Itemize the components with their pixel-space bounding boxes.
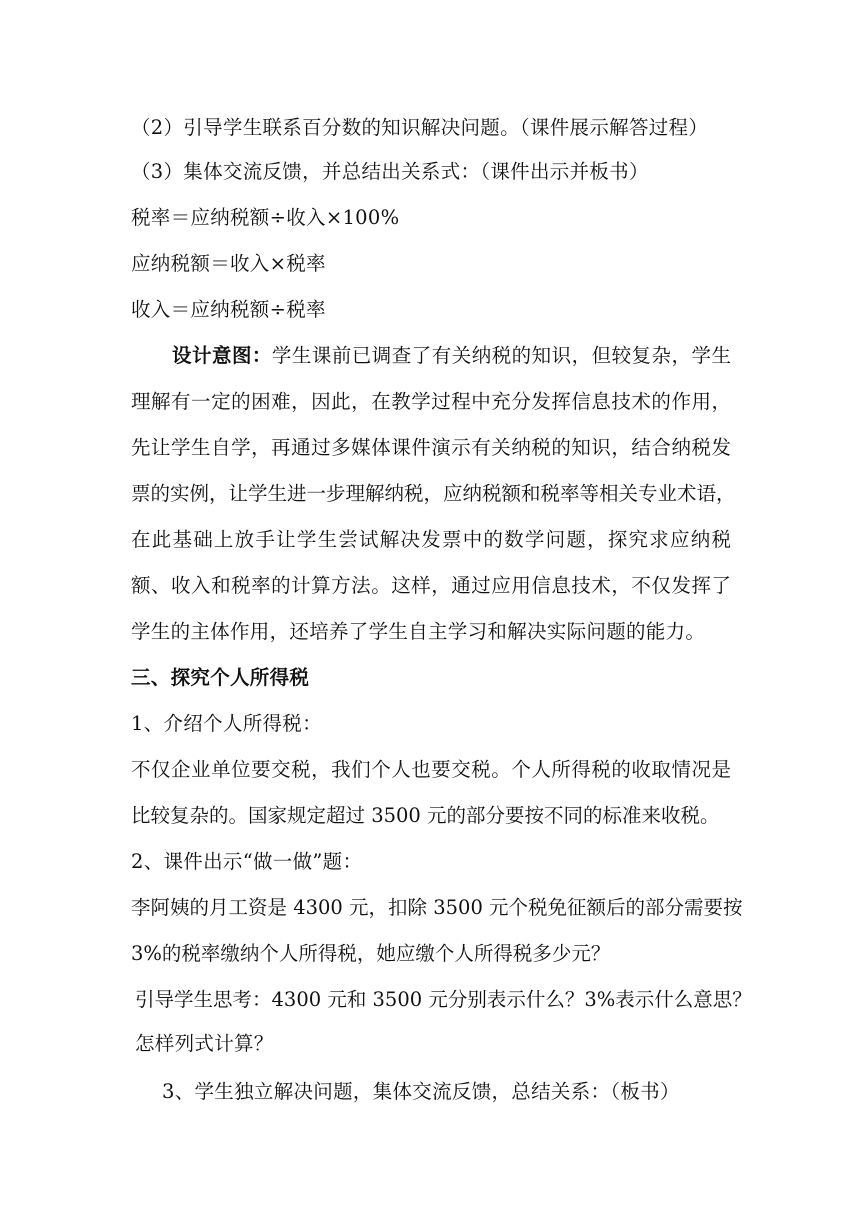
section-heading: 三、探究个人所得税 bbox=[131, 666, 310, 689]
design-intent-line: 额、收入和税率的计算方法。这样，通过应用信息技术，不仅发挥了 bbox=[131, 574, 731, 597]
step-3-line: （3）集体交流反馈，并总结出关系式：（课件出示并板书） bbox=[131, 160, 649, 183]
design-intent-line: 先让学生自学，再通过多媒体课件演示有关纳税的知识，结合纳税发 bbox=[131, 436, 731, 459]
design-intent-first-line bbox=[172, 342, 731, 370]
subsection-1: 1、介绍个人所得税： bbox=[131, 712, 322, 735]
design-intent-label: 设计意图： bbox=[172, 344, 272, 367]
design-intent-line: 在此基础上放手让学生尝试解决发票中的数学问题，探究求应纳税 bbox=[131, 528, 731, 551]
formula-income: 收入＝应纳税额÷税率 bbox=[131, 298, 326, 321]
paragraph-line: 不仅企业单位要交税，我们个人也要交税。个人所得税的收取情况是 bbox=[131, 758, 731, 781]
formula-tax-payable: 应纳税额＝收入×税率 bbox=[131, 252, 326, 275]
design-intent-text: 学生课前已调查了有关纳税的知识，但较复杂，学生 bbox=[271, 344, 731, 367]
design-intent-line: 理解有一定的困难，因此，在教学过程中充分发挥信息技术的作用， bbox=[131, 390, 731, 413]
problem-line: 李阿姨的月工资是 4300 元，扣除 3500 元个税免征额后的部分需要按 bbox=[131, 896, 743, 919]
subsection-3: 3、学生独立解决问题，集体交流反馈，总结关系：（板书） bbox=[162, 1080, 680, 1103]
step-2-line: （2）引导学生联系百分数的知识解决问题。（课件展示解答过程） bbox=[131, 116, 709, 139]
problem-line: 3%的税率缴纳个人所得税，她应缴个人所得税多少元？ bbox=[131, 942, 611, 965]
guide-line: 怎样列式计算？ bbox=[135, 1032, 274, 1055]
design-intent-line: 学生的主体作用，还培养了学生自主学习和解决实际问题的能力。 bbox=[131, 620, 706, 643]
formula-tax-rate: 税率＝应纳税额÷收入×100% bbox=[131, 206, 400, 229]
subsection-2: 2、课件出示“做一做”题： bbox=[131, 850, 363, 873]
design-intent-line: 票的实例，让学生进一步理解纳税，应纳税额和税率等相关专业术语， bbox=[131, 482, 736, 505]
guide-line: 引导学生思考：4300 元和 3500 元分别表示什么？3%表示什么意思？ bbox=[135, 988, 752, 1011]
paragraph-line: 比较复杂的。国家规定超过 3500 元的部分要按不同的标准来收税。 bbox=[131, 804, 720, 827]
